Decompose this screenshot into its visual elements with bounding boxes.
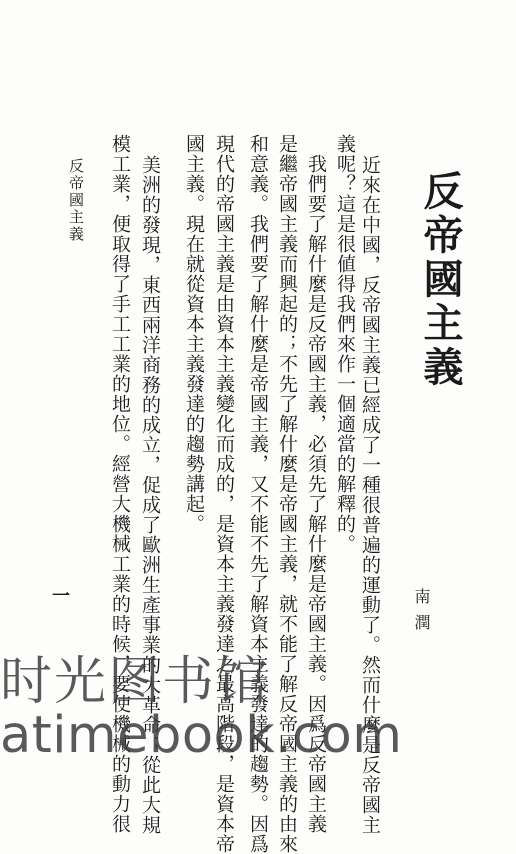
text-column-7: 國主義。現在就從資本主義發達的趨勢講起。 (183, 134, 205, 534)
text-column-4: 是繼帝國主義而興起的；不先了解什麼是帝國主義，就不能了解反帝國主義的由來 (276, 134, 298, 854)
page-title: 反帝國主義 (417, 170, 464, 390)
page-number: 一 (52, 586, 70, 607)
watermark-cn: 时光图书馆 (0, 652, 271, 712)
text-column-9: 模工業，便取得了手工工業的地位。經營大機械工業的時候，要使機械的動力很 (109, 134, 131, 834)
text-column-8: 美洲的發現，東西兩洋商務的成立，促成了歐洲生產事業的大革命；從此大規 (139, 155, 161, 835)
text-column-2: 義呢？這是很値得我們來作一個適當的解釋的。 (334, 134, 356, 554)
watermark-en: atimebook.com (0, 706, 403, 765)
running-head: 反帝國主義 (67, 158, 85, 243)
text-column-5: 和意義。我們要了解什麼是帝國主義，又不能不先了解資本主義發達的趨勢。因爲 (247, 134, 269, 854)
text-column-1: 近來在中國，反帝國主義已經成了一種很普遍的運動了。然而什麼是反帝國主 (359, 155, 381, 835)
text-column-6: 現代的帝國主義是由資本主義變化而成的，是資本主義發達之最高階段，是資本帝 (213, 134, 235, 854)
text-column-3: 我們要了解什麼是反帝國主義，必須先了解什麼是帝國主義。因爲反帝國主義 (305, 154, 327, 834)
author-name: 南潤 (412, 588, 431, 640)
